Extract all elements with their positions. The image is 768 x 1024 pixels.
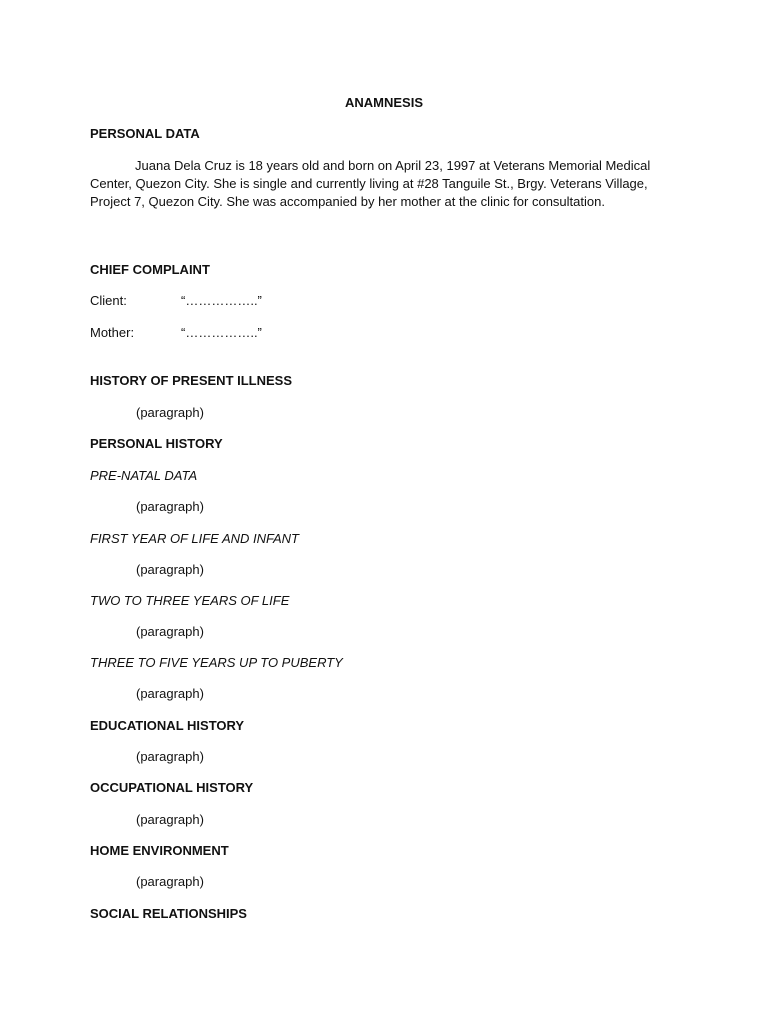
personal-data-heading: PERSONAL DATA [90,126,200,141]
client-complaint-value: “……………..” [181,293,262,308]
educational-history-placeholder: (paragraph) [136,749,204,764]
first-year-subheading: FIRST YEAR OF LIFE AND INFANT [90,531,299,546]
three-five-years-placeholder: (paragraph) [136,686,204,701]
first-year-placeholder: (paragraph) [136,562,204,577]
home-environment-placeholder: (paragraph) [136,874,204,889]
educational-history-heading: EDUCATIONAL HISTORY [90,718,245,733]
occupational-history-placeholder: (paragraph) [136,812,204,827]
prenatal-subheading: PRE-NATAL DATA [90,468,198,483]
social-relationships-heading: SOCIAL RELATIONSHIPS [90,906,247,921]
two-three-years-placeholder: (paragraph) [136,624,204,639]
personal-data-paragraph: Juana Dela Cruz is 18 years old and born on April 23, 1997 at Veterans Memorial Medical Center, Quezon City. She is single and currently living at #28 Tanguile St., Brgy. Veterans Village, Project 7, Quezon City. She was accompanied by her mother at the clinic for consultation. [90,158,651,209]
history-present-illness-placeholder: (paragraph) [136,405,204,420]
mother-label: Mother: [90,325,135,340]
client-label: Client: [90,293,127,308]
prenatal-placeholder: (paragraph) [136,499,204,514]
three-five-years-subheading: THREE TO FIVE YEARS UP TO PUBERTY [90,655,343,670]
two-three-years-subheading: TWO TO THREE YEARS OF LIFE [90,593,290,608]
document-title: ANAMNESIS [344,95,423,110]
personal-history-heading: PERSONAL HISTORY [90,436,223,451]
occupational-history-heading: OCCUPATIONAL HISTORY [90,780,254,795]
history-present-illness-heading: HISTORY OF PRESENT ILLNESS [90,373,293,388]
home-environment-heading: HOME ENVIRONMENT [90,843,229,858]
mother-complaint-value: “……………..” [181,325,262,340]
chief-complaint-heading: CHIEF COMPLAINT [90,262,210,277]
